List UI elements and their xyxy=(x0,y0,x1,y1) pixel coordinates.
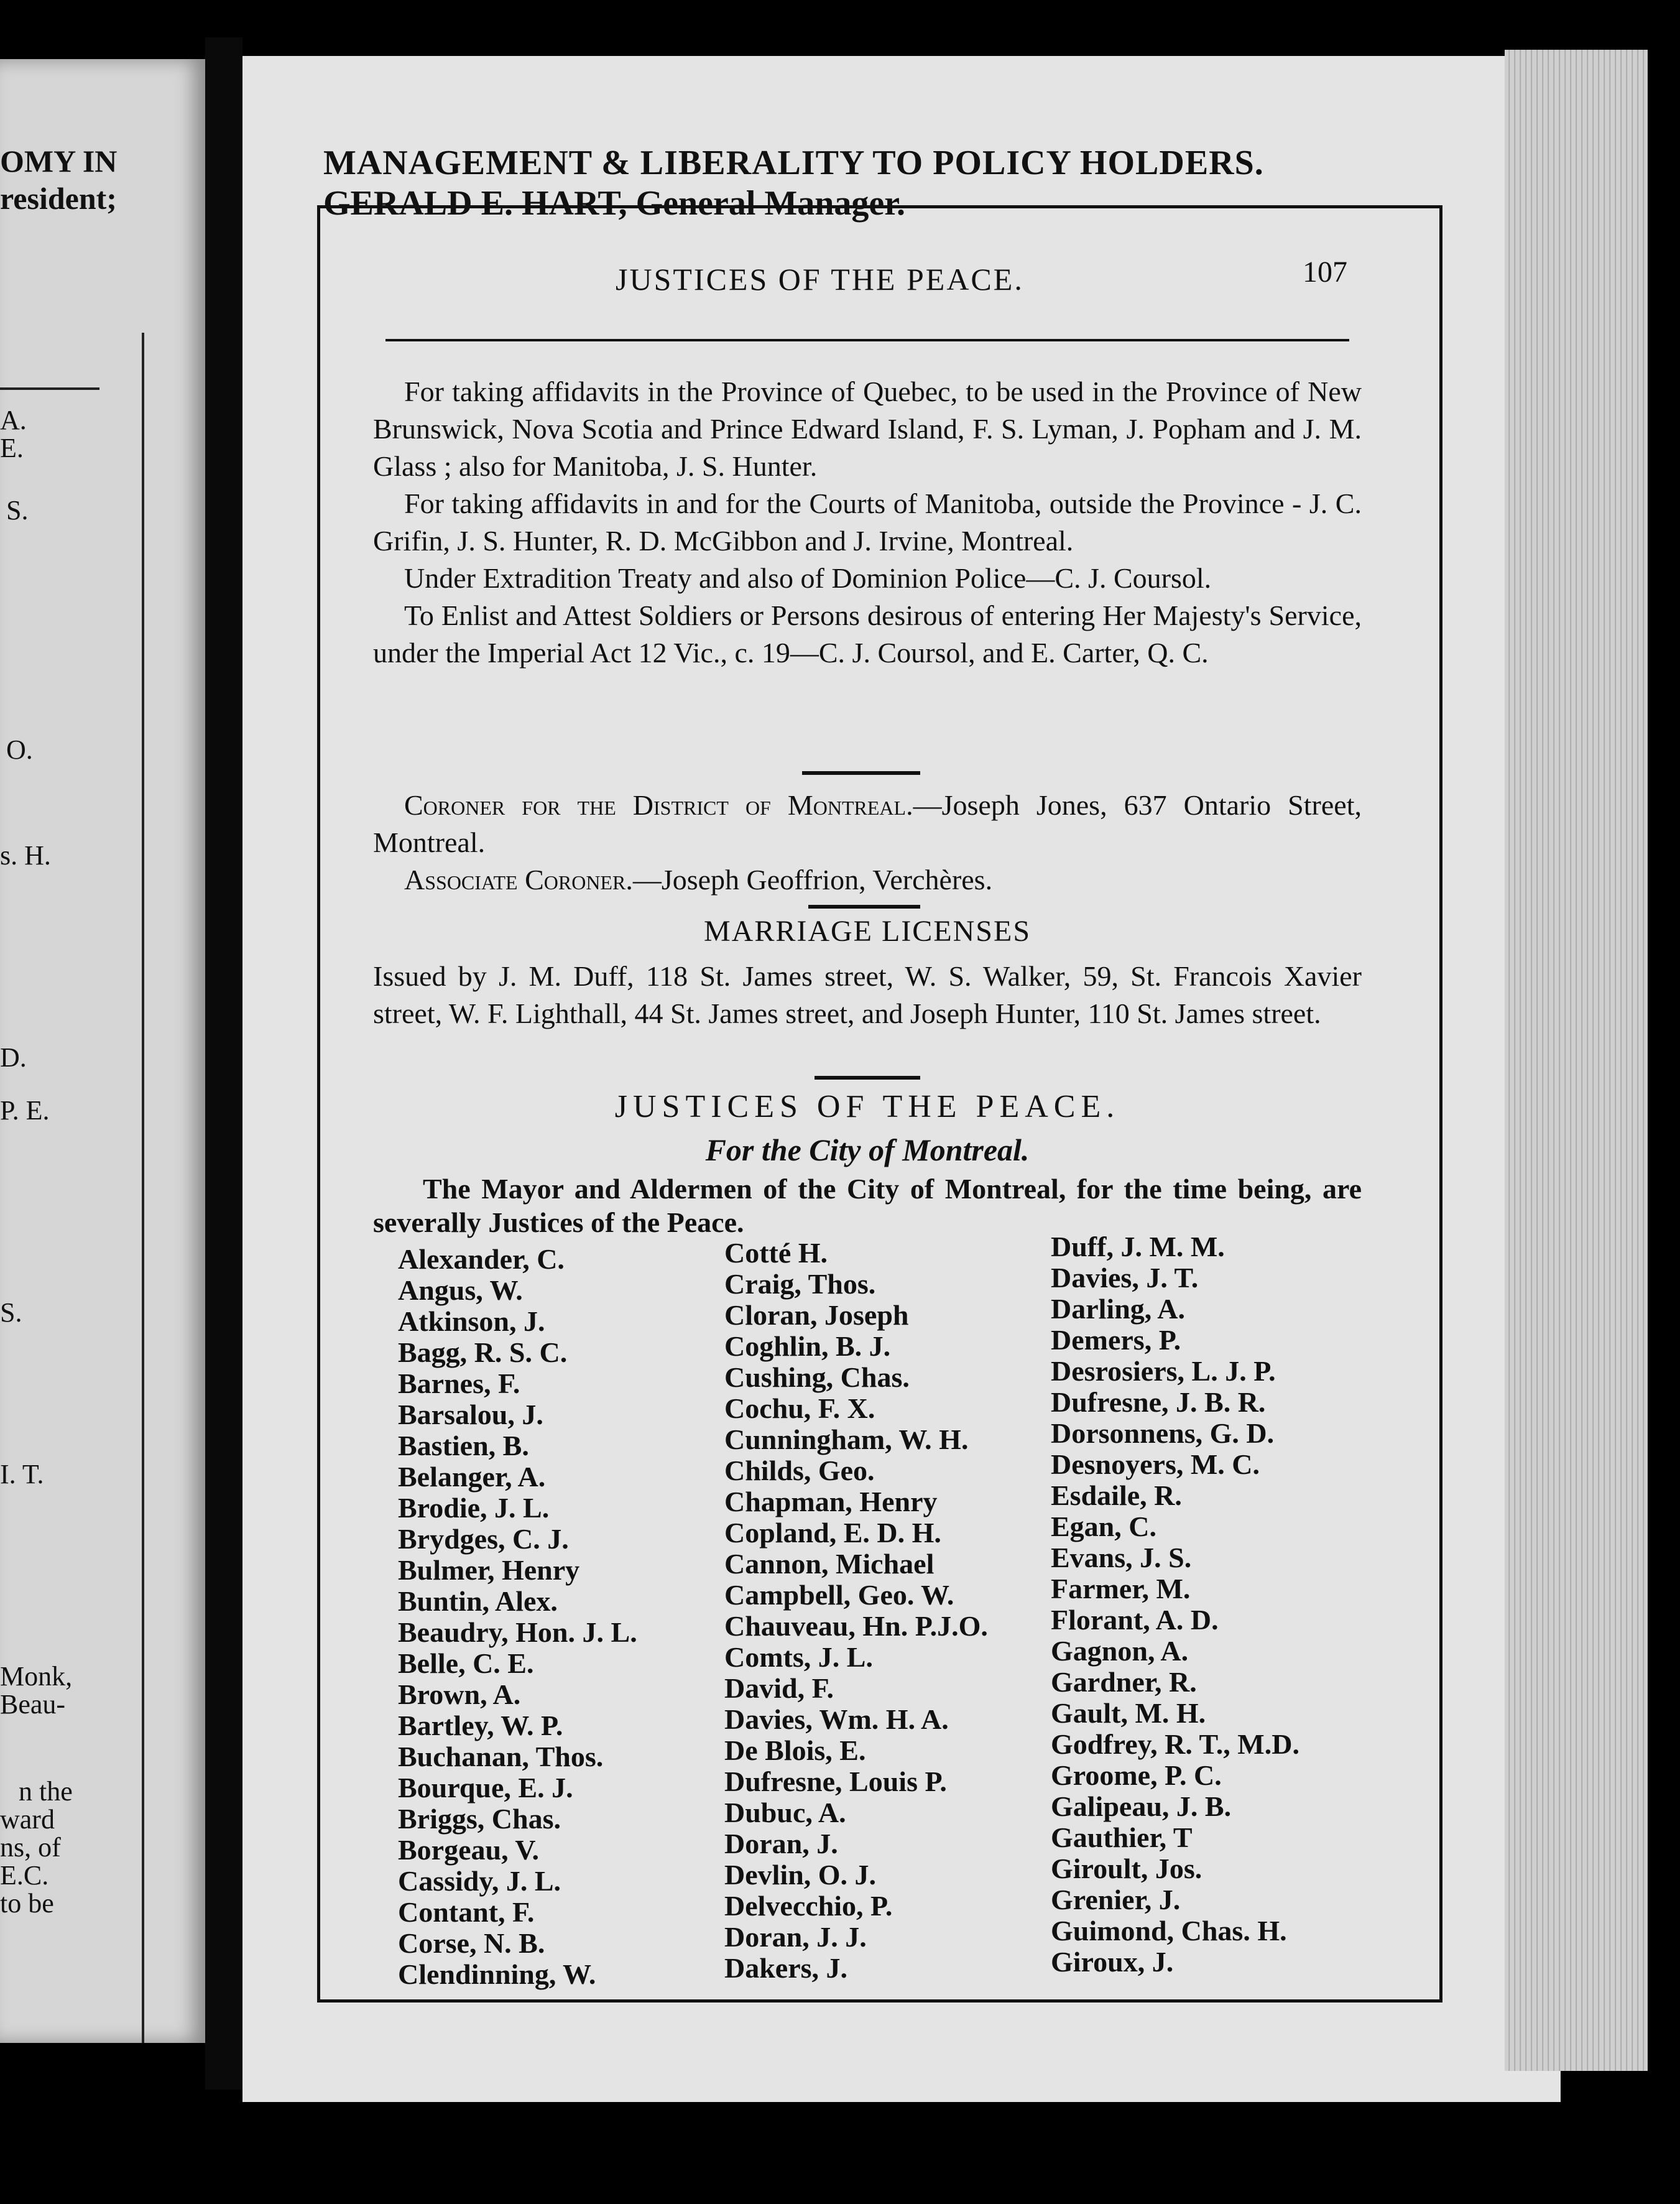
justice-name: Esdaile, R. xyxy=(1051,1479,1182,1511)
justice-name: Comts, J. L. xyxy=(724,1641,873,1673)
associate-coroner-text: —Joseph Geoffrion, Verchères. xyxy=(632,864,993,896)
justice-name: Darling, A. xyxy=(1051,1293,1185,1325)
left-fragment: E. xyxy=(0,433,24,463)
left-fragment: Beau- xyxy=(0,1689,66,1720)
justice-name: Brydges, C. J. xyxy=(398,1523,569,1555)
left-rule xyxy=(0,387,99,390)
affidavit-paragraph: For taking affidavits in the Province of Quebec, to be used in the Province of New Brunswick, Nova Scotia and Prince Edward Island, F. S. Lyman, J. Popham and J. M. Glass ; also for Manitoba, J. S. Hunter. xyxy=(373,376,1362,482)
left-fragment: P. E. xyxy=(0,1095,50,1126)
justice-name: Gauthier, T xyxy=(1051,1822,1193,1853)
justice-name: Belle, C. E. xyxy=(398,1647,534,1679)
section-rule xyxy=(802,771,920,775)
justice-name: Cloran, Joseph xyxy=(724,1299,909,1331)
book-spine xyxy=(205,37,242,2090)
justice-name: Davies, J. T. xyxy=(1051,1262,1199,1294)
justice-name: Buntin, Alex. xyxy=(398,1585,558,1617)
advert-line2: GERALD E. HART, General Manager. xyxy=(323,184,906,223)
justice-name: Briggs, Chas. xyxy=(398,1803,561,1835)
justice-name: Desnoyers, M. C. xyxy=(1051,1448,1260,1480)
justice-name: Alexander, C. xyxy=(398,1243,565,1275)
affidavit-paragraph: To Enlist and Attest Soldiers or Persons desirous of entering Her Majesty's Service, under the Imperial Act 12 Vic., c. 19—C. J. Coursol, and E. Carter, Q. C. xyxy=(373,600,1362,669)
justice-name: Florant, A. D. xyxy=(1051,1604,1219,1636)
justice-name: Bartley, W. P. xyxy=(398,1710,563,1741)
coroner-text: —Joseph Jones, 637 Ontario Street, Montreal. xyxy=(373,789,1362,858)
left-fragment: S. xyxy=(6,495,29,526)
justice-name: Dakers, J. xyxy=(724,1952,848,1984)
justice-name: Egan, C. xyxy=(1051,1511,1156,1542)
justice-name: Barsalou, J. xyxy=(398,1399,543,1430)
left-fragment: ns, of xyxy=(0,1832,61,1863)
left-fragment: S. xyxy=(0,1297,22,1328)
justice-name: David, F. xyxy=(724,1672,834,1704)
names-column-3 xyxy=(1051,1231,1299,1978)
left-fragment: D. xyxy=(0,1042,27,1073)
justice-name: Copland, E. D. H. xyxy=(724,1517,941,1549)
justice-name: Gagnon, A. xyxy=(1051,1635,1189,1667)
justice-name: Devlin, O. J. xyxy=(724,1859,877,1891)
justice-name: Bastien, B. xyxy=(398,1430,529,1461)
justices-heading: JUSTICES OF THE PEACE. xyxy=(614,1089,1120,1124)
section-rule xyxy=(808,905,920,909)
coroner-label: Coroner for the District of Montreal. xyxy=(404,789,913,821)
justice-name: Dorsonnens, G. D. xyxy=(1051,1417,1275,1449)
justices-intro-section xyxy=(373,1172,1362,1239)
justice-name: Grenier, J. xyxy=(1051,1884,1181,1915)
justice-name: Clendinning, W. xyxy=(398,1958,596,1990)
coroner-section xyxy=(373,787,1362,899)
left-header-line2: resident; xyxy=(0,181,117,216)
left-fragment: Monk, xyxy=(0,1661,73,1692)
justices-subheading: For the City of Montreal. xyxy=(705,1132,1030,1167)
affidavit-paragraph: For taking affidavits in and for the Courts of Manitoba, outside the Province - J. C. Grifin, J. S. Hunter, R. D. McGibbon and J. Irvine, Montreal. xyxy=(373,488,1362,557)
marriage-section xyxy=(373,958,1362,1032)
justice-name: Cotté H. xyxy=(724,1237,828,1269)
justice-name: Dufresne, Louis P. xyxy=(724,1766,947,1797)
justices-intro: The Mayor and Aldermen of the City of Montreal, for the time being, are severally Justices of the Peace. xyxy=(373,1173,1362,1238)
justice-name: Craig, Thos. xyxy=(724,1268,876,1300)
justice-name: Brodie, J. L. xyxy=(398,1492,550,1524)
left-fragment: I. T. xyxy=(0,1459,44,1489)
justice-name: Angus, W. xyxy=(398,1274,523,1306)
justice-name: Beaudry, Hon. J. L. xyxy=(398,1616,637,1648)
justice-name: Belanger, A. xyxy=(398,1461,546,1493)
justice-name: Doran, J. xyxy=(724,1828,838,1859)
justice-name: De Blois, E. xyxy=(724,1734,866,1766)
left-fragment: to be xyxy=(0,1888,54,1919)
justice-name: Cassidy, J. L. xyxy=(398,1865,561,1897)
justice-name: Cannon, Michael xyxy=(724,1548,935,1580)
justice-name: Childs, Geo. xyxy=(724,1455,875,1486)
justice-name: Groome, P. C. xyxy=(1051,1759,1222,1791)
left-page xyxy=(0,59,205,2043)
justice-name: Giroult, Jos. xyxy=(1051,1853,1202,1884)
left-fragment: s. H. xyxy=(0,840,51,871)
justice-name: Farmer, M. xyxy=(1051,1573,1191,1604)
affidavits-section xyxy=(373,373,1362,672)
justice-name: Evans, J. S. xyxy=(1051,1542,1192,1573)
affidavit-paragraph: Under Extradition Treaty and also of Dominion Police—C. J. Coursol. xyxy=(404,562,1212,594)
justice-name: Dufresne, J. B. R. xyxy=(1051,1386,1266,1418)
running-head: JUSTICES OF THE PEACE. xyxy=(616,262,1024,297)
justice-name: Davies, Wm. H. A. xyxy=(724,1703,949,1735)
section-rule xyxy=(815,1076,920,1080)
justice-name: Delvecchio, P. xyxy=(724,1890,893,1922)
marriage-heading: MARRIAGE LICENSES xyxy=(703,915,1032,948)
left-fragment: n the xyxy=(19,1776,73,1807)
justice-name: Bagg, R. S. C. xyxy=(398,1336,568,1368)
names-column-1 xyxy=(398,1244,637,1990)
left-fragment: A. xyxy=(0,405,27,435)
justice-name: Atkinson, J. xyxy=(398,1305,545,1337)
associate-coroner-label: Associate Coroner. xyxy=(404,864,633,896)
justice-name: Bulmer, Henry xyxy=(398,1554,580,1586)
page-edges xyxy=(1505,50,1648,2071)
justice-name: Gardner, R. xyxy=(1051,1666,1197,1698)
marriage-text: Issued by J. M. Duff, 118 St. James street, W. S. Walker, 59, St. Francois Xavier street, W. F. Lighthall, 44 St. James street, and Joseph Hunter, 110 St. James street. xyxy=(373,960,1362,1029)
justice-name: Corse, N. B. xyxy=(398,1927,545,1959)
justice-name: Cushing, Chas. xyxy=(724,1361,910,1393)
justice-name: Bourque, E. J. xyxy=(398,1772,573,1803)
head-rule xyxy=(385,339,1349,341)
justice-name: Cunningham, W. H. xyxy=(724,1424,969,1455)
advert-line1: MANAGEMENT & LIBERALITY TO POLICY HOLDERS. xyxy=(323,144,1264,182)
justice-name: Borgeau, V. xyxy=(398,1834,540,1866)
justice-name: Demers, P. xyxy=(1051,1324,1181,1356)
justice-name: Duff, J. M. M. xyxy=(1051,1231,1225,1262)
left-header-line1: OMY IN xyxy=(0,144,118,178)
names-column-2 xyxy=(724,1238,988,1984)
justice-name: Giroux, J. xyxy=(1051,1946,1174,1978)
page-number: 107 xyxy=(1303,256,1347,289)
justice-name: Dubuc, A. xyxy=(724,1797,846,1828)
left-fragment: ward xyxy=(0,1804,55,1835)
left-fragment: E.C. xyxy=(0,1860,49,1891)
left-fragment: O. xyxy=(6,734,33,765)
justice-name: Campbell, Geo. W. xyxy=(724,1579,954,1611)
justice-name: Guimond, Chas. H. xyxy=(1051,1915,1287,1947)
justice-name: Brown, A. xyxy=(398,1678,521,1710)
justice-name: Chauveau, Hn. P.J.O. xyxy=(724,1610,988,1642)
justice-name: Buchanan, Thos. xyxy=(398,1741,604,1772)
justice-name: Gault, M. H. xyxy=(1051,1697,1206,1729)
justice-name: Contant, F. xyxy=(398,1896,535,1928)
justice-name: Chapman, Henry xyxy=(724,1486,938,1517)
justice-name: Galipeau, J. B. xyxy=(1051,1790,1232,1822)
justice-name: Godfrey, R. T., M.D. xyxy=(1051,1728,1299,1760)
justice-name: Coghlin, B. J. xyxy=(724,1330,891,1362)
left-frame-line xyxy=(142,333,144,2043)
justice-name: Cochu, F. X. xyxy=(724,1392,875,1424)
justice-name: Doran, J. J. xyxy=(724,1921,867,1953)
justice-name: Barnes, F. xyxy=(398,1368,520,1399)
justice-name: Desrosiers, L. J. P. xyxy=(1051,1355,1276,1387)
